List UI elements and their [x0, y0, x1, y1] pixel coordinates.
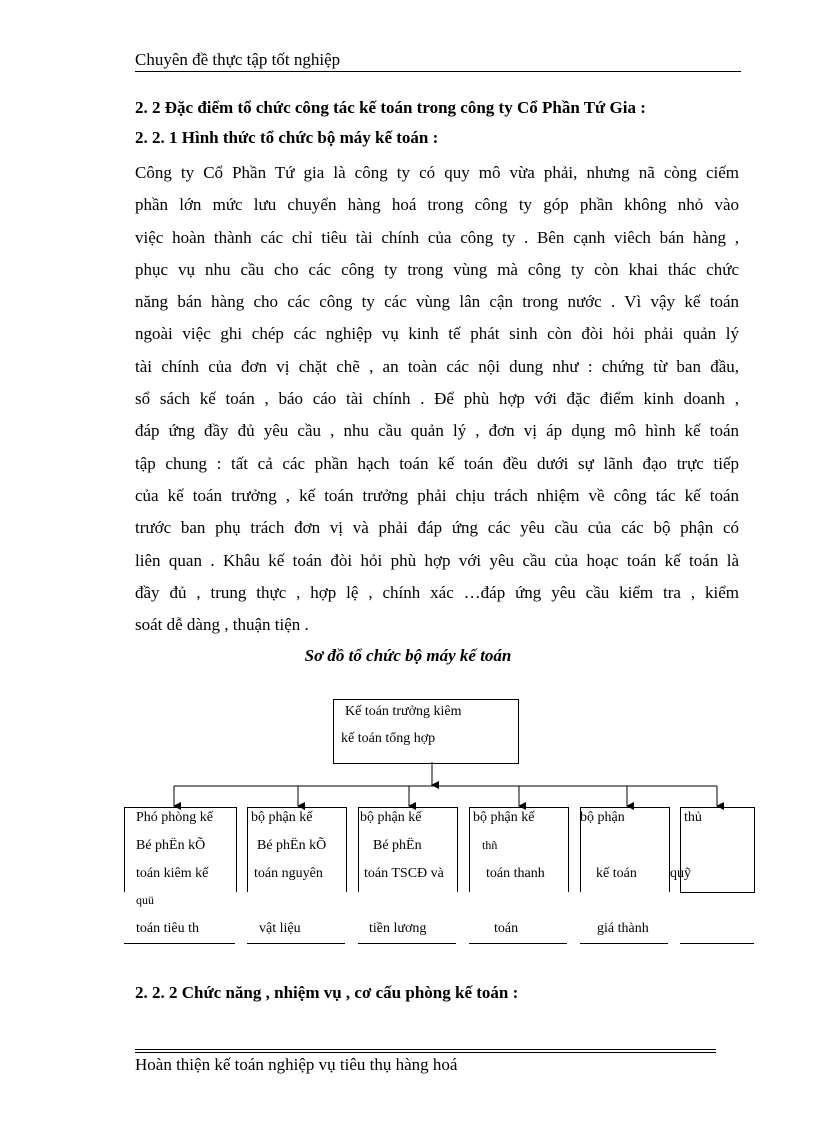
chief-box-line2: kế toán tổng hợp: [341, 731, 436, 746]
paragraph-line: tài chính của đơn vị chặt chẽ , an toàn các nội dung như : chứng từ ban đầu,: [135, 356, 739, 376]
dept-6-line-1: thủ: [684, 810, 702, 825]
dept-4-bottom: toán: [494, 921, 519, 936]
paragraph-line: của kế toán trưởng , kế toán trưởng phải chịu trách nhiệm về công tác kế toán: [135, 485, 739, 505]
paragraph-line: tập chung : tất cả các phần hạch toán kế toán đều dưới sự lãnh đạo trực tiếp: [135, 453, 739, 473]
dept-4-line-1: bộ phận kế: [473, 810, 535, 825]
paragraph-line: ngoài việc ghi chép các nghiệp vụ kinh tế phát sinh còn đòi hỏi phải quản lý: [135, 324, 739, 344]
paragraph-line: năng bán hàng cho các công ty các vùng lân cận trong nước . Vì vậy kế toán: [135, 292, 739, 312]
dept-3-underline: [358, 943, 456, 944]
dept-5-bottom: giá thành: [597, 921, 649, 936]
heading-2-2-2: 2. 2. 2 Chức năng , nhiệm vụ , cơ cấu phòng kế toán :: [135, 983, 519, 1002]
dept-2-line-2: Bé phËn kÕ: [257, 838, 327, 853]
dept-1-bottom: toán tiêu th: [136, 921, 199, 936]
dept-5-line-3: kế toán: [596, 866, 637, 881]
paragraph-line: phần lớn mức lưu chuyển hàng hoá trong công ty góp phần không nhỏ vào: [135, 195, 739, 215]
heading-2-2: 2. 2 Đặc điểm tổ chức công tác kế toán trong công ty Cổ Phần Tứ Gia :: [135, 98, 646, 117]
dept-2-line-1: bộ phận kế: [251, 810, 313, 825]
running-header: Chuyên đề thực tập tốt nghiệp: [135, 50, 341, 69]
paragraph-line: phục vụ nhu cầu cho các công ty trong vùng mà công ty còn khai thác chức: [135, 259, 739, 279]
dept-1-line-3: toán kiêm kế: [136, 866, 209, 881]
dept-1-line-2: Bé phËn kÕ: [136, 838, 206, 853]
dept-4-line-3: toán thanh: [486, 866, 545, 881]
paragraph-line: sổ sách kế toán , báo cáo tài chính . Để phù hợp với đặc điểm kinh doanh ,: [135, 389, 739, 409]
paragraph-line: đầy đủ , trung thực , hợp lệ , chính xác …đáp ứng yêu cầu kiểm tra , kiểm: [135, 582, 739, 602]
dept-1-line-1: Phó phòng kế: [136, 810, 213, 825]
chief-box-line1: Kế toán trưởng kiêm: [345, 704, 462, 719]
dept-1-line-4: quü: [136, 893, 154, 907]
dept-6-underline: [680, 943, 754, 944]
footer-rule-2: [135, 1052, 716, 1053]
dept-2-line-3: toán nguyên: [254, 866, 323, 881]
dept-3-line-1: bộ phận kế: [360, 810, 422, 825]
dept-4-line-2: thñ: [482, 838, 498, 852]
dept-1-underline: [124, 943, 235, 944]
dept-5-line-1: bộ phận: [580, 810, 625, 825]
dept-3-line-2: Bé phËn: [373, 838, 422, 853]
paragraph-line: liên quan . Khâu kế toán đòi hỏi phù hợp với yêu cầu của hoạc toán kế toán là: [135, 550, 739, 570]
paragraph-line: đáp ứng đầy đủ yêu cầu , nhu cầu quản lý , đơn vị áp dụng mô hình kế toán: [135, 421, 739, 441]
running-footer: Hoàn thiện kế toán nghiệp vụ tiêu thụ hàng hoá: [135, 1055, 458, 1074]
paragraph-line: Công ty Cổ Phần Tứ gia là công ty có quy mô vừa phải, nhưng nã còng ciếm: [135, 163, 739, 182]
heading-2-2-1: 2. 2. 1 Hình thức tổ chức bộ máy kế toán :: [135, 128, 439, 147]
dept-2-underline: [247, 943, 345, 944]
dept-4-underline: [469, 943, 567, 944]
footer-rule-1: [135, 1049, 716, 1050]
dept-6-line-3: quỹ: [670, 866, 691, 881]
paragraph-line: soát dễ dàng , thuận tiện .: [135, 615, 309, 635]
dept-3-line-3: toán TSCĐ và: [364, 866, 444, 881]
paragraph-line: trước ban phụ trách đơn vị và phải đáp ứng các yêu cầu của các bộ phận có: [135, 518, 739, 538]
dept-5-underline: [580, 943, 668, 944]
diagram-title: Sơ đồ tổ chức bộ máy kế toán: [304, 646, 512, 665]
dept-3-bottom: tiền lương: [369, 921, 427, 936]
paragraph-line: việc hoàn thành các chỉ tiêu tài chính của công ty . Bên cạnh viêch bán hàng ,: [135, 227, 739, 247]
dept-2-bottom: vật liệu: [259, 921, 301, 936]
